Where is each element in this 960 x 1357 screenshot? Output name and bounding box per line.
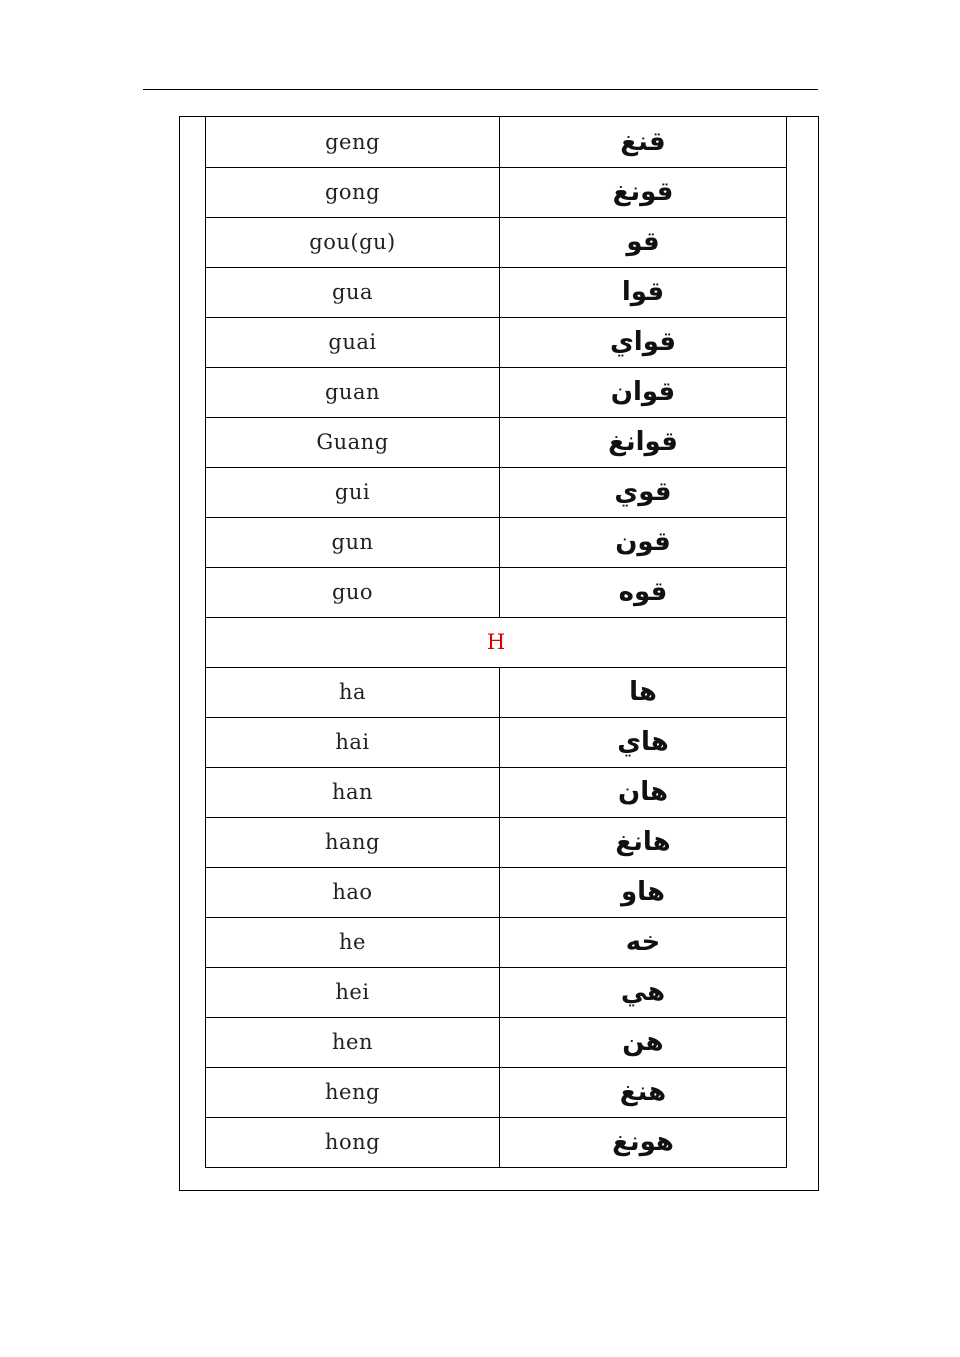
pinyin-text: geng: [325, 129, 380, 154]
uyghur-text: قوانغ: [608, 427, 678, 457]
pinyin-cell: [206, 317, 500, 367]
table-row: [206, 417, 787, 467]
pinyin-text: hao: [332, 880, 373, 904]
table-row: [206, 217, 787, 267]
uyghur-cell: [500, 917, 787, 967]
pinyin-text: guan: [324, 380, 380, 404]
pinyin-cell: [206, 1067, 500, 1117]
table-row: [206, 317, 787, 367]
uyghur-text: هاو: [621, 877, 665, 907]
uyghur-cell: [500, 967, 787, 1017]
uyghur-text: هانغ: [615, 827, 671, 857]
pinyin-text: hai: [335, 730, 370, 754]
table-row: [206, 517, 787, 567]
uyghur-cell: [500, 267, 787, 317]
pinyin-text: guo: [331, 580, 374, 604]
uyghur-cell: [500, 467, 787, 517]
pinyin-cell: [206, 717, 500, 767]
table-row: [206, 767, 787, 817]
uyghur-text: قوي: [614, 477, 672, 507]
uyghur-text: خه: [625, 927, 661, 957]
uyghur-text: قون: [615, 527, 671, 557]
table-row: [206, 117, 787, 167]
uyghur-text: قنغ: [620, 126, 666, 157]
pinyin-cell: [206, 217, 500, 267]
pinyin-cell: [206, 167, 500, 217]
table-row: [206, 367, 787, 417]
pinyin-cell: [206, 767, 500, 817]
pinyin-cell: [206, 517, 500, 567]
table-row: [206, 667, 787, 717]
pinyin-text: han: [331, 780, 374, 804]
table-row: [206, 867, 787, 917]
table-row: [206, 1017, 787, 1067]
section-letter: H: [486, 630, 506, 654]
uyghur-cell: [500, 817, 787, 867]
uyghur-cell: [500, 517, 787, 567]
pinyin-cell: [206, 1117, 500, 1167]
uyghur-text: هنغ: [619, 1077, 667, 1107]
uyghur-text: هن: [622, 1027, 664, 1057]
pinyin-text: heng: [325, 1080, 380, 1104]
uyghur-text: قوان: [610, 377, 676, 407]
pinyin-text: hen: [332, 1030, 373, 1054]
pinyin-text: hang: [324, 830, 380, 854]
table-row: [206, 267, 787, 317]
pinyin-cell: [206, 267, 500, 317]
uyghur-text: هاي: [617, 727, 669, 757]
uyghur-text: هان: [618, 777, 668, 807]
uyghur-cell: [500, 717, 787, 767]
uyghur-text: ها: [629, 677, 657, 707]
pinyin-text: guai: [328, 330, 377, 354]
pinyin-text: gua: [332, 280, 373, 304]
pinyin-text: he: [339, 930, 366, 954]
table-row: [206, 567, 787, 617]
pinyin-uyghur-table: [205, 117, 787, 1168]
pinyin-cell: [206, 467, 500, 517]
pinyin-cell: [206, 867, 500, 917]
table-row: [206, 917, 787, 967]
pinyin-text: gou(gu): [309, 230, 396, 254]
pinyin-text: hei: [335, 980, 370, 1004]
table-row: [206, 967, 787, 1017]
pinyin-text: gui: [334, 480, 371, 504]
uyghur-cell: [500, 367, 787, 417]
table-row: [206, 717, 787, 767]
uyghur-cell: [500, 867, 787, 917]
uyghur-cell: [500, 217, 787, 267]
uyghur-cell: [500, 1117, 787, 1167]
uyghur-cell: [500, 167, 787, 217]
uyghur-text: قوا: [621, 277, 665, 307]
uyghur-cell: [500, 317, 787, 367]
uyghur-text: هونغ: [612, 1127, 674, 1157]
uyghur-cell: [500, 567, 787, 617]
header-rule: [143, 89, 818, 90]
table-row: [206, 167, 787, 217]
uyghur-text: قونغ: [612, 177, 674, 207]
pinyin-cell: [206, 117, 500, 167]
uyghur-cell: [500, 1017, 787, 1067]
pinyin-cell: [206, 667, 500, 717]
pinyin-text: gun: [331, 530, 374, 554]
uyghur-cell: [500, 767, 787, 817]
pinyin-text: hong: [324, 1130, 381, 1154]
section-header-row: [206, 617, 787, 667]
pinyin-cell: [206, 917, 500, 967]
pinyin-cell: [206, 817, 500, 867]
uyghur-cell: [500, 417, 787, 467]
table-row: [206, 1067, 787, 1117]
uyghur-cell: [500, 667, 787, 717]
uyghur-text: هي: [620, 977, 666, 1007]
table-row: [206, 1117, 787, 1167]
pinyin-cell: [206, 417, 500, 467]
pinyin-text: gong: [324, 180, 381, 204]
section-header-cell: [206, 617, 787, 667]
pinyin-cell: [206, 567, 500, 617]
uyghur-cell: [500, 117, 787, 167]
table-row: [206, 467, 787, 517]
uyghur-text: قوه: [618, 577, 668, 607]
uyghur-cell: [500, 1067, 787, 1117]
uyghur-text: قو: [626, 227, 660, 257]
pinyin-text: Guang: [316, 430, 389, 454]
uyghur-text: قواي: [609, 327, 677, 357]
table-row: [206, 817, 787, 867]
pinyin-cell: [206, 367, 500, 417]
pinyin-cell: [206, 967, 500, 1017]
pinyin-cell: [206, 1017, 500, 1067]
pinyin-text: ha: [338, 680, 367, 704]
